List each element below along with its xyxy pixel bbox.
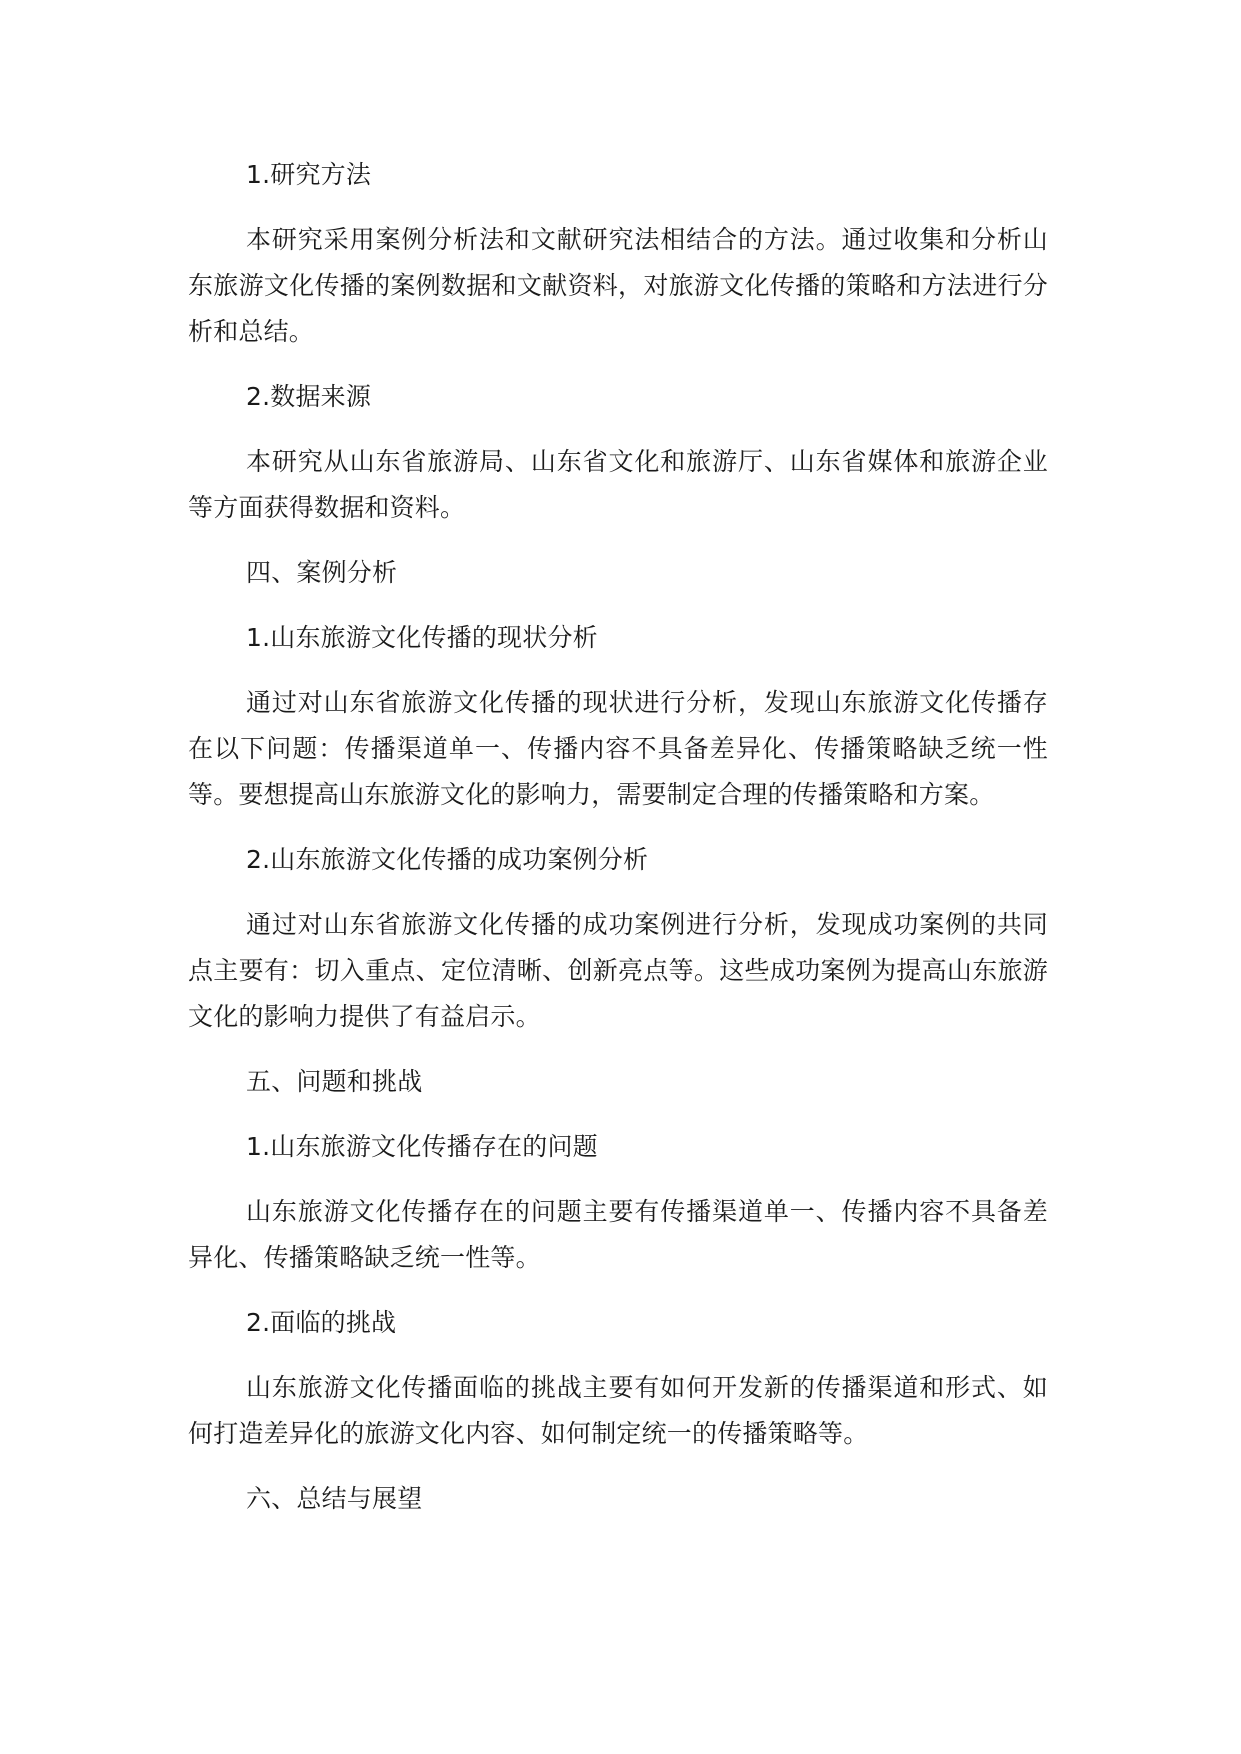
- chapter-heading-summary-outlook: 六、总结与展望: [246, 1484, 423, 1513]
- paragraph-data-source: 本研究从山东省旅游局、山东省文化和旅游厅、山东省媒体和旅游企业等方面获得数据和资料。: [188, 447, 1048, 522]
- paragraph-challenges: 山东旅游文化传播面临的挑战主要有如何开发新的传播渠道和形式、如何打造差异化的旅游文化内容、如何制定统一的传播策略等。: [188, 1373, 1048, 1448]
- document-body: [188, 152, 1048, 1541]
- paragraph-current-status: 通过对山东省旅游文化传播的现状进行分析，发现山东旅游文化传播存在以下问题：传播渠道单一、传播内容不具备差异化、传播策略缺乏统一性等。要想提高山东旅游文化的影响力，需要制定合理的传播策略和方案。: [188, 688, 1048, 809]
- section-heading-challenges: 2.面临的挑战: [246, 1308, 397, 1337]
- paragraph-success-cases: 通过对山东省旅游文化传播的成功案例进行分析，发现成功案例的共同点主要有：切入重点、定位清晰、创新亮点等。这些成功案例为提高山东旅游文化的影响力提供了有益启示。: [188, 910, 1048, 1031]
- section-heading-research-method: 1.研究方法: [246, 160, 372, 189]
- section-heading-success-cases: 2.山东旅游文化传播的成功案例分析: [246, 845, 649, 874]
- section-heading-current-status: 1.山东旅游文化传播的现状分析: [246, 623, 598, 652]
- section-heading-problems: 1.山东旅游文化传播存在的问题: [246, 1132, 598, 1161]
- paragraph-research-method: 本研究采用案例分析法和文献研究法相结合的方法。通过收集和分析山东旅游文化传播的案例数据和文献资料，对旅游文化传播的策略和方法进行分析和总结。: [188, 225, 1048, 346]
- chapter-heading-case-analysis: 四、案例分析: [246, 558, 398, 587]
- paragraph-problems: 山东旅游文化传播存在的问题主要有传播渠道单一、传播内容不具备差异化、传播策略缺乏统一性等。: [188, 1197, 1048, 1272]
- chapter-heading-problems-challenges: 五、问题和挑战: [246, 1067, 423, 1096]
- section-heading-data-source: 2.数据来源: [246, 382, 372, 411]
